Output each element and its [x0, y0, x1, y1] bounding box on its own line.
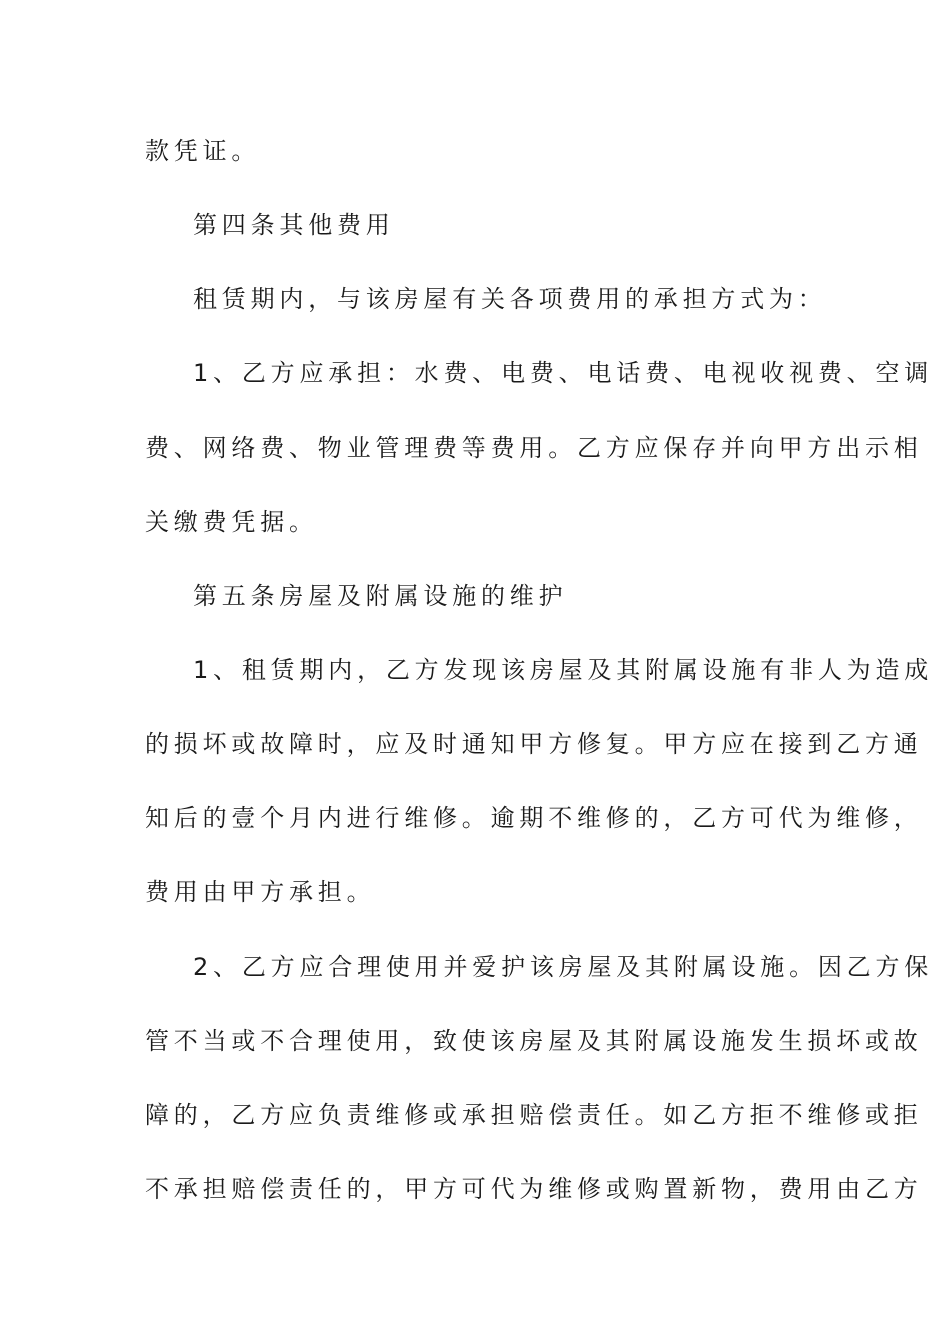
- paragraph-line: 管不当或不合理使用，致使该房屋及其附属设施发生损坏或故: [145, 1027, 923, 1055]
- paragraph-line: 租赁期内，与该房屋有关各项费用的承担方式为：: [193, 285, 827, 313]
- paragraph-line: 费用由甲方承担。: [145, 878, 376, 906]
- paragraph-line: 1、乙方应承担：水费、电费、电话费、电视收视费、空调: [193, 359, 934, 387]
- paragraph-line: 款凭证。: [145, 137, 261, 165]
- paragraph-line: 障的，乙方应负责维修或承担赔偿责任。如乙方拒不维修或拒: [145, 1101, 923, 1129]
- paragraph-line: 关缴费凭据。: [145, 508, 318, 536]
- paragraph-line: 2、乙方应合理使用并爱护该房屋及其附属设施。因乙方保: [193, 953, 934, 981]
- paragraph-line: 知后的壹个月内进行维修。逾期不维修的，乙方可代为维修，: [145, 804, 923, 832]
- section-heading-article-5: 第五条房屋及附属设施的维护: [193, 582, 568, 610]
- paragraph-line: 不承担赔偿责任的，甲方可代为维修或购置新物，费用由乙方: [145, 1175, 923, 1203]
- paragraph-line: 费、网络费、物业管理费等费用。乙方应保存并向甲方出示相: [145, 434, 923, 462]
- section-heading-article-4: 第四条其他费用: [193, 211, 395, 239]
- paragraph-line: 1、租赁期内，乙方发现该房屋及其附属设施有非人为造成: [193, 656, 934, 684]
- paragraph-line: 的损坏或故障时，应及时通知甲方修复。甲方应在接到乙方通: [145, 730, 923, 758]
